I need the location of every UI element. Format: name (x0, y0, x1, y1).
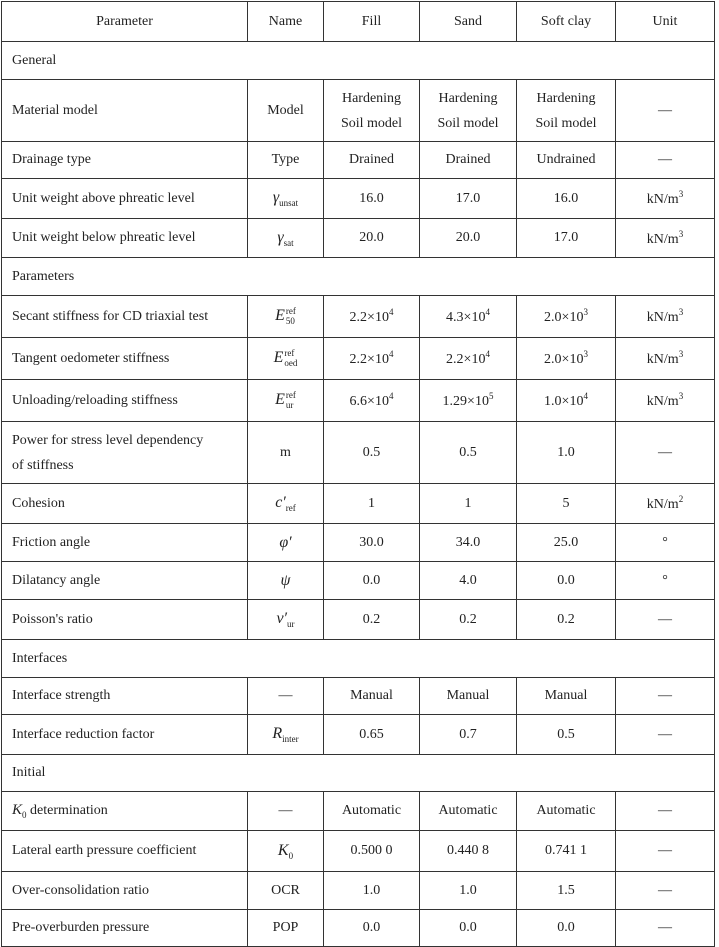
clay-line-2: Soil model (535, 115, 597, 131)
table-row-e50 (2, 296, 715, 338)
name-cell (248, 715, 324, 755)
symbol: γ (277, 228, 284, 246)
unit-exponent: 3 (678, 307, 684, 317)
name-cell (248, 831, 324, 872)
sand-cell: 34.0 (420, 524, 517, 562)
section-parameters-label: Parameters (2, 258, 715, 296)
symbol-subscript: 0 (288, 850, 294, 861)
parameter-table-container (1, 1, 715, 947)
unit-cell: ° (616, 524, 715, 562)
sand-cell (420, 338, 517, 380)
name-cell: OCR (248, 872, 324, 910)
param-label: Material model (2, 80, 248, 142)
name-cell (248, 296, 324, 338)
sand-cell (420, 296, 517, 338)
clay-cell (517, 80, 616, 142)
param-label: Unit weight below phreatic level (2, 219, 248, 258)
section-row-general (2, 42, 715, 80)
table-row-pop (2, 910, 715, 947)
unit-cell: — (616, 831, 715, 872)
param-symbol: K (12, 802, 23, 819)
sand-cell: 0.2 (420, 600, 517, 640)
clay-cell (517, 338, 616, 380)
symbol: R (272, 725, 283, 743)
symbol-scripts (286, 307, 296, 326)
symbol-subscript: sat (283, 237, 294, 248)
header-parameter: Parameter (2, 2, 248, 42)
section-interfaces-label: Interfaces (2, 640, 715, 678)
fill-cell: Drained (324, 142, 420, 179)
symbol-subscript: ur (287, 618, 295, 629)
symbol-scripts (284, 349, 297, 368)
sand-cell: Automatic (420, 792, 517, 831)
fill-cell (324, 338, 420, 380)
value-exponent: 4 (388, 349, 394, 359)
table-row-dilatancy (2, 562, 715, 600)
table-row-poisson (2, 600, 715, 640)
table-row-material-model (2, 80, 715, 142)
fill-cell: 1 (324, 484, 420, 524)
unit-text: kN/m (646, 497, 679, 512)
fill-cell (324, 296, 420, 338)
sand-line-1: Hardening (438, 90, 498, 106)
name-cell (248, 562, 324, 600)
param-label: Secant stiffness for CD triaxial test (2, 296, 248, 338)
name-cell (248, 484, 324, 524)
header-unit: Unit (616, 2, 715, 42)
header-soft-clay: Soft clay (517, 2, 616, 42)
param-symbol-subscript: 0 (22, 809, 27, 820)
symbol: γ (272, 189, 280, 207)
value-exponent: 3 (583, 349, 588, 359)
unit-text: kN/m (646, 231, 679, 247)
name-cell: Type (248, 142, 324, 179)
unit-cell: — (616, 678, 715, 715)
symbol-scripts (286, 391, 296, 410)
clay-cell: 16.0 (517, 179, 616, 219)
clay-cell: 25.0 (517, 524, 616, 562)
symbol-subscript: ur (285, 400, 294, 411)
value-exponent: 4 (485, 349, 490, 359)
sand-cell: Drained (420, 142, 517, 179)
sand-cell: 20.0 (420, 219, 517, 258)
symbol-superscript: ref (284, 348, 295, 359)
clay-cell: 5 (517, 484, 616, 524)
fill-cell: 0.65 (324, 715, 420, 755)
unit-cell: — (616, 600, 715, 640)
symbol-superscript: ref (285, 306, 296, 317)
table-row-interface-strength (2, 678, 715, 715)
unit-cell: ° (616, 562, 715, 600)
header-row (2, 2, 715, 42)
clay-cell: 0.741 1 (517, 831, 616, 872)
clay-cell: 17.0 (517, 219, 616, 258)
symbol-superscript: ref (285, 390, 296, 401)
name-cell (248, 524, 324, 562)
unit-cell (616, 296, 715, 338)
param-label: Unit weight above phreatic level (2, 179, 248, 219)
header-name: Name (248, 2, 324, 42)
table-row-lateral-earth-pressure (2, 831, 715, 872)
symbol-subscript: inter (282, 733, 299, 744)
fill-line-2: Soil model (340, 115, 403, 131)
name-cell (248, 219, 324, 258)
fill-line-1: Hardening (341, 90, 402, 106)
value-text: 1.0×10 (544, 394, 584, 409)
param-label: Drainage type (2, 142, 248, 179)
sand-cell: 1.0 (420, 872, 517, 910)
table-row-sat (2, 219, 715, 258)
unit-exponent: 2 (678, 494, 684, 504)
name-cell: m (248, 422, 324, 484)
table-row-cohesion (2, 484, 715, 524)
value-text: 6.6×10 (349, 394, 389, 409)
param-text: determination (26, 803, 108, 819)
symbol: ψ (280, 571, 291, 589)
param-label (2, 422, 248, 484)
fill-cell: 0.0 (324, 910, 420, 947)
unit-cell: — (616, 792, 715, 831)
fill-cell: Automatic (324, 792, 420, 831)
value-exponent: 4 (388, 391, 394, 401)
clay-cell: Undrained (517, 142, 616, 179)
soil-parameter-table (1, 1, 715, 947)
value-text: 2.0×10 (544, 310, 584, 325)
unit-cell (616, 484, 715, 524)
symbol: E (273, 348, 284, 366)
clay-cell: 0.0 (517, 910, 616, 947)
header-fill: Fill (324, 2, 420, 42)
symbol: φ′ (279, 533, 292, 551)
table-row-unsat (2, 179, 715, 219)
clay-cell (517, 380, 616, 422)
symbol: K (277, 841, 289, 859)
unit-cell: — (616, 80, 715, 142)
unit-exponent: 3 (678, 391, 684, 401)
unit-text: kN/m (646, 310, 679, 325)
symbol: E (275, 390, 285, 408)
fill-cell: 0.5 (324, 422, 420, 484)
table-row-k0-determination (2, 792, 715, 831)
name-cell: POP (248, 910, 324, 947)
fill-cell: 0.0 (324, 562, 420, 600)
section-initial-label: Initial (2, 755, 715, 792)
fill-cell: 20.0 (324, 219, 420, 258)
param-label: Friction angle (2, 524, 248, 562)
fill-cell: 16.0 (324, 179, 420, 219)
sand-cell: 0.5 (420, 422, 517, 484)
name-cell: — (248, 792, 324, 831)
unit-cell: — (616, 872, 715, 910)
param-label (2, 792, 248, 831)
unit-exponent: 3 (678, 228, 684, 239)
sand-cell: 4.0 (420, 562, 517, 600)
fill-cell: Manual (324, 678, 420, 715)
symbol: v′ (276, 610, 288, 628)
unit-text: kN/m (646, 352, 679, 367)
sand-cell: 1 (420, 484, 517, 524)
sand-cell: 0.440 8 (420, 831, 517, 872)
value-text: 2.0×10 (544, 352, 584, 367)
sand-cell: 17.0 (420, 179, 517, 219)
param-label: Lateral earth pressure coefficient (2, 831, 248, 872)
clay-cell: 1.5 (517, 872, 616, 910)
param-label: Pre-overburden pressure (2, 910, 248, 947)
section-row-interfaces (2, 640, 715, 678)
value-exponent: 4 (583, 391, 588, 401)
fill-cell: 0.2 (324, 600, 420, 640)
sand-cell (420, 80, 517, 142)
unit-exponent: 3 (678, 349, 684, 359)
fill-cell (324, 80, 420, 142)
unit-cell: — (616, 910, 715, 947)
param-label: Unloading/reloading stiffness (2, 380, 248, 422)
unit-cell: — (616, 422, 715, 484)
sand-line-2: Soil model (437, 115, 499, 131)
table-row-drainage (2, 142, 715, 179)
table-row-eur (2, 380, 715, 422)
param-line-1: Power for stress level dependency (12, 432, 204, 448)
unit-text: kN/m (646, 394, 679, 409)
symbol-subscript: oed (284, 358, 298, 369)
symbol-subscript: ref (285, 502, 296, 513)
param-label: Dilatancy angle (2, 562, 248, 600)
value-text: 4.3×10 (446, 310, 486, 325)
fill-cell: 0.500 0 (324, 831, 420, 872)
name-cell (248, 600, 324, 640)
table-row-ocr (2, 872, 715, 910)
unit-cell: — (616, 142, 715, 179)
symbol-subscript: unsat (279, 197, 299, 208)
value-text: 2.2×10 (446, 352, 486, 367)
fill-cell: 30.0 (324, 524, 420, 562)
table-row-power (2, 422, 715, 484)
param-label: Cohesion (2, 484, 248, 524)
unit-text: kN/m (646, 192, 679, 207)
unit-exponent: 3 (678, 189, 684, 199)
unit-cell: — (616, 715, 715, 755)
symbol-subscript: 50 (285, 316, 295, 327)
clay-cell: Automatic (517, 792, 616, 831)
section-general-label: General (2, 42, 715, 80)
name-cell: — (248, 678, 324, 715)
name-cell (248, 380, 324, 422)
table-row-interface-reduction (2, 715, 715, 755)
symbol: E (275, 306, 285, 324)
param-label: Interface reduction factor (2, 715, 248, 755)
param-label: Poisson's ratio (2, 600, 248, 640)
table-row-eoed (2, 338, 715, 380)
value-text: 2.2×10 (349, 310, 389, 325)
param-label: Over-consolidation ratio (2, 872, 248, 910)
clay-line-1: Hardening (536, 90, 596, 106)
clay-cell: 1.0 (517, 422, 616, 484)
clay-cell: 0.2 (517, 600, 616, 640)
value-exponent: 4 (485, 307, 490, 317)
sand-cell (420, 380, 517, 422)
fill-cell: 1.0 (324, 872, 420, 910)
clay-cell: 0.5 (517, 715, 616, 755)
value-text: 2.2×10 (349, 352, 389, 367)
clay-cell: 0.0 (517, 562, 616, 600)
value-text: 1.29×10 (442, 394, 489, 409)
value-exponent: 3 (583, 307, 588, 317)
value-exponent: 4 (388, 307, 394, 317)
section-row-initial (2, 755, 715, 792)
value-exponent: 5 (488, 391, 494, 401)
param-label: Tangent oedometer stiffness (2, 338, 248, 380)
sand-cell: 0.7 (420, 715, 517, 755)
name-cell (248, 179, 324, 219)
section-row-parameters (2, 258, 715, 296)
table-row-friction (2, 524, 715, 562)
clay-cell (517, 296, 616, 338)
symbol: c′ (275, 494, 286, 512)
name-cell: Model (248, 80, 324, 142)
unit-cell (616, 219, 715, 258)
sand-cell: 0.0 (420, 910, 517, 947)
clay-cell: Manual (517, 678, 616, 715)
param-line-2: of stiffness (12, 457, 74, 473)
header-sand: Sand (420, 2, 517, 42)
sand-cell: Manual (420, 678, 517, 715)
unit-cell (616, 380, 715, 422)
param-label: Interface strength (2, 678, 248, 715)
unit-cell (616, 179, 715, 219)
fill-cell (324, 380, 420, 422)
unit-cell (616, 338, 715, 380)
name-cell (248, 338, 324, 380)
